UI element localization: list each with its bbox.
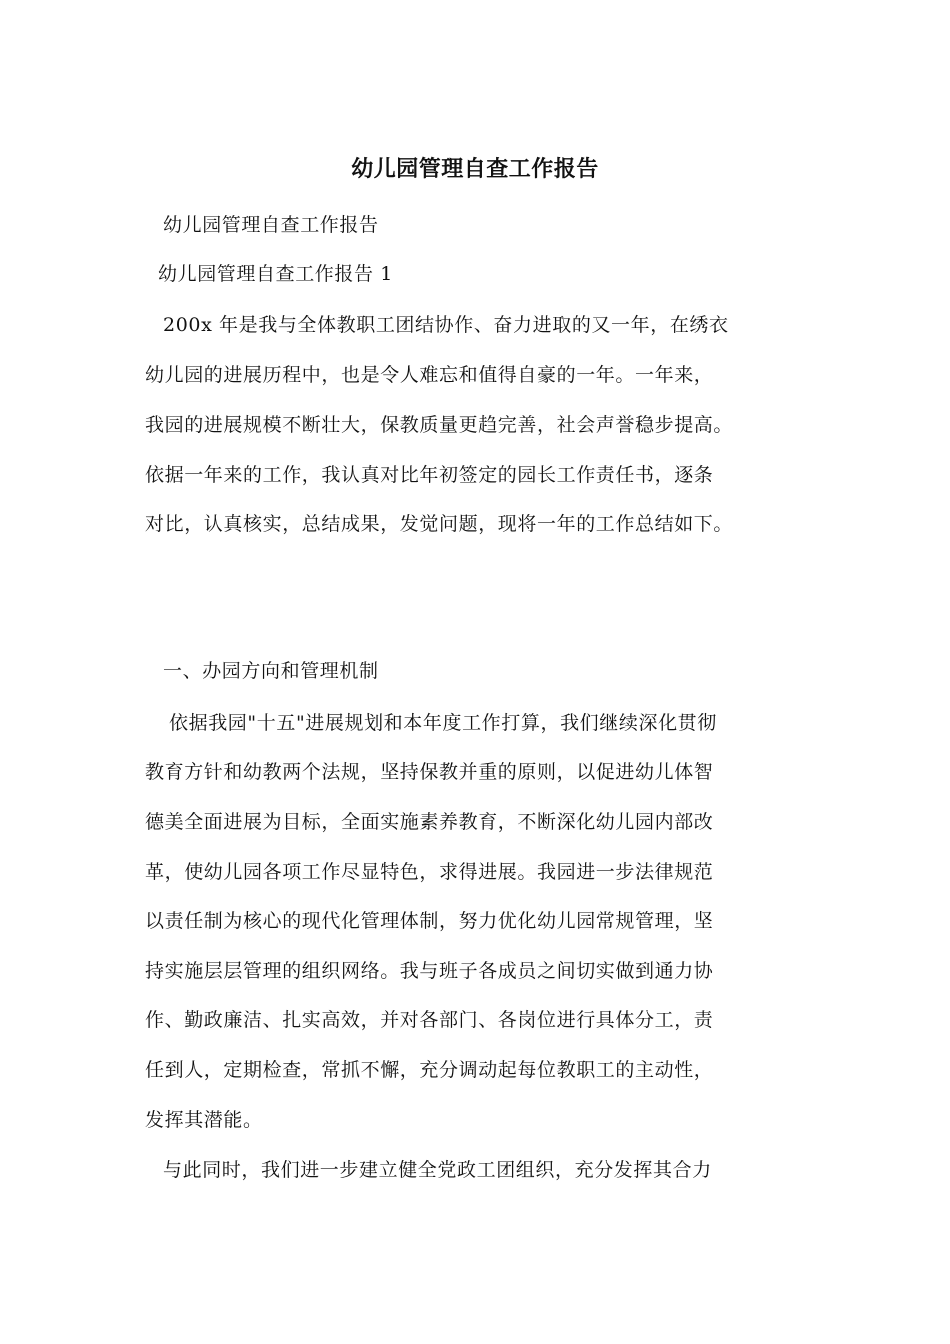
paragraph-line: 革，使幼儿园各项工作尽显特色，求得进展。我园进一步法律规范 [145, 861, 714, 883]
paragraph-line: 200x 年是我与全体教职工团结协作、奋力进取的又一年，在绣衣 [163, 314, 729, 336]
paragraph-line: 与此同时，我们进一步建立健全党政工团组织，充分发挥其合力 [163, 1159, 712, 1181]
paragraph-line: 任到人，定期检查，常抓不懈，充分调动起每位教职工的主动性， [145, 1059, 714, 1081]
paragraph-line: 依据一年来的工作，我认真对比年初签定的园长工作责任书，逐条 [145, 464, 714, 486]
document-title: 幼儿园管理自查工作报告 [351, 157, 599, 182]
subtitle-line: 幼儿园管理自查工作报告 [163, 214, 379, 236]
paragraph-line: 以责任制为核心的现代化管理体制，努力优化幼儿园常规管理，坚 [145, 910, 714, 932]
paragraph-line: 对比，认真核实，总结成果，发觉问题，现将一年的工作总结如下。 [145, 513, 734, 535]
paragraph-line: 德美全面进展为目标，全面实施素养教育，不断深化幼儿园内部改 [145, 811, 714, 833]
paragraph-line: 发挥其潜能。 [145, 1109, 263, 1131]
paragraph-line: 持实施层层管理的组织网络。我与班子各成员之间切实做到通力协 [145, 960, 714, 982]
paragraph-line: 依据我园"十五"进展规划和本年度工作打算，我们继续深化贯彻 [169, 712, 717, 734]
paragraph-line: 作、勤政廉洁、扎实高效，并对各部门、各岗位进行具体分工，责 [145, 1009, 714, 1031]
paragraph-line: 我园的进展规模不断壮大，保教质量更趋完善，社会声誉稳步提高。 [145, 414, 734, 436]
paragraph-line: 教育方针和幼教两个法规，坚持保教并重的原则，以促进幼儿体智 [145, 761, 714, 783]
paragraph-line: 幼儿园的进展历程中，也是令人难忘和值得自豪的一年。一年来， [145, 364, 714, 386]
section-heading-line: 一、办园方向和管理机制 [163, 660, 379, 682]
section-heading-line: 幼儿园管理自查工作报告 1 [158, 263, 393, 285]
